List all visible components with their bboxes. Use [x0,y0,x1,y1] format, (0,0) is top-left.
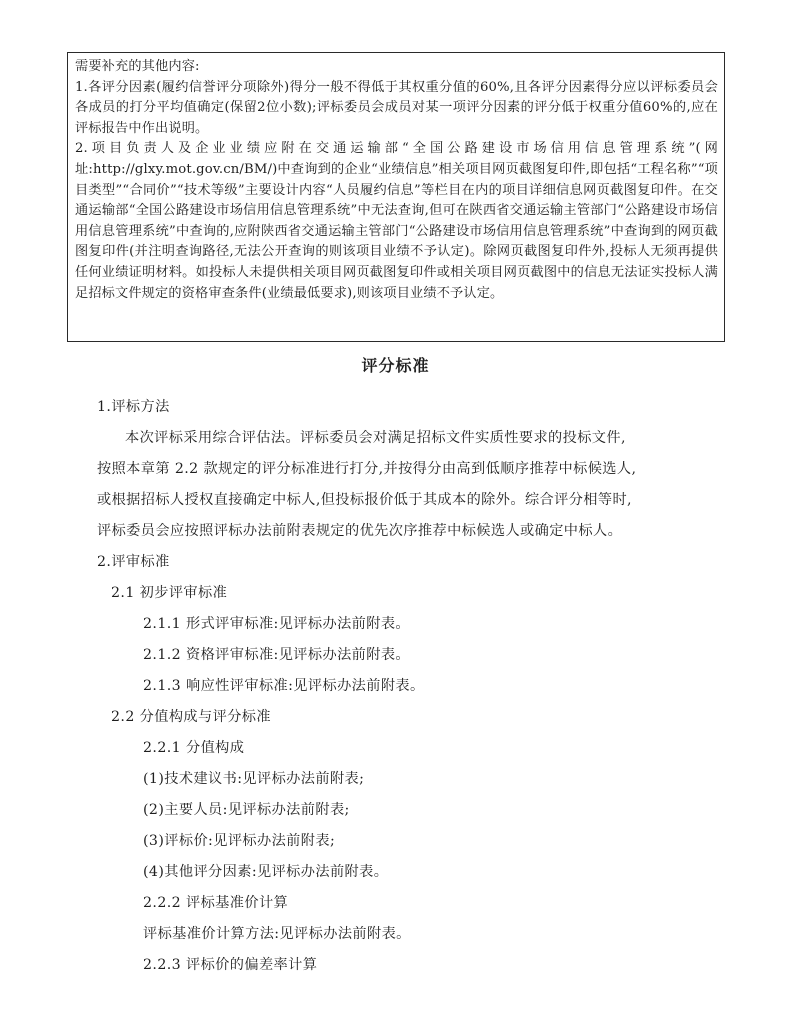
notes-heading: 需要补充的其他内容: [75,59,200,74]
section-1-heading: 1.评标方法 [97,399,170,415]
list-item: (1)技术建议书:见评标办法前附表; [143,771,365,787]
item-2-1-2: 2.1.2 资格评审标准:见评标办法前附表。 [143,647,411,663]
paragraph-line: 评标委员会应按照评标办法前附表规定的优先次序推荐中标候选人或确定中标人。 [97,523,623,539]
notes-item-2: 2.项目负责人及企业业绩应附在交通运输部“全国公路建设市场信用信息管理系统”(网址:http://glxy.mot.gov.cn/BM/)中查询到的企业“业绩信息”相关项目网页截图复印件,即包括“工程名称”“项目类型”“合同价”“技术等级”主要设计内容“人员履约信息”等栏目在内的项目详细信息网页截图复印件。在交通运输部“全国公路建设市场信用信息管理系统”中无法查询,但可在陕西省交通运输主管部门“公路建设市场信用信息管理系统”中查询的,应附陕西省交通运输主管部门“公路建设市场信用信息管理系统”中查询到的网页截图复印件(并注明查询路径,无法公开查询的则该项目业绩不予认定)。除网页截图复印件外,投标人无须再提供任何业绩证明材料。如投标人未提供相关项目网页截图复印件或相关项目网页截图中的信息无法证实投标人满足招标文件规定的资格审查条件(业绩最低要求),则该项目业绩不予认定。 [75,141,718,301]
item-2-2-3: 2.2.3 评标价的偏差率计算 [143,957,318,973]
paragraph-line: 评标基准价计算方法:见评标办法前附表。 [143,926,411,942]
list-item: (4)其他评分因素:见评标办法前附表。 [143,864,389,880]
list-item: (2)主要人员:见评标办法前附表; [143,802,350,818]
list-item: (3)评标价:见评标办法前附表; [143,833,336,849]
item-2-1-1: 2.1.1 形式评审标准:见评标办法前附表。 [143,616,411,632]
section-2-heading: 2.评审标准 [97,554,170,570]
paragraph-line: 或根据招标人授权直接确定中标人,但投标报价低于其成本的除外。综合评分相等时, [97,492,632,508]
item-2-2-2: 2.2.2 评标基准价计算 [143,895,289,911]
supplementary-notes-box [67,52,725,342]
paragraph-line: 按照本章第 2.2 款规定的评分标准进行打分,并按得分由高到低顺序推荐中标候选人, [97,461,637,477]
paragraph-line: 本次评标采用综合评估法。评标委员会对满足招标文件实质性要求的投标文件, [125,430,626,446]
subsection-2-1-heading: 2.1 初步评审标准 [111,585,228,601]
item-2-1-3: 2.1.3 响应性评审标准:见评标办法前附表。 [143,678,425,694]
page-title: 评分标准 [361,356,430,375]
subsection-2-2-heading: 2.2 分值构成与评分标准 [111,709,271,725]
item-2-2-1: 2.2.1 分值构成 [143,740,245,756]
notes-item-1: 1.各评分因素(履约信誉评分项除外)得分一般不得低于其权重分值的60%,且各评分因素得分应以评标委员会各成员的打分平均值确定(保留2位小数);评标委员会成员对某一项评分因素的评分低于权重分值60%的,应在评标报告中作出说明。 [75,79,718,136]
